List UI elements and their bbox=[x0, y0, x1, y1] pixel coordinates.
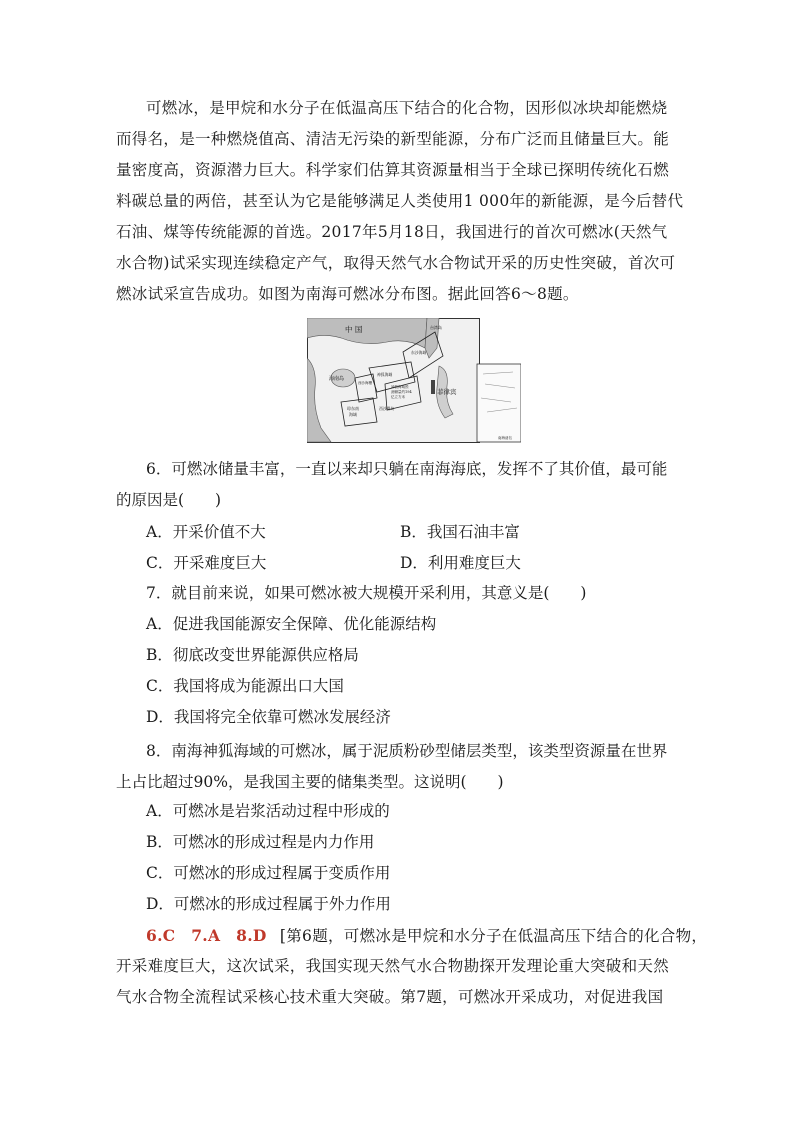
intro-passage bbox=[116, 93, 682, 310]
question-8-stem bbox=[116, 736, 667, 798]
map-label-shenhu-note: 神狐海域预 bbox=[391, 385, 409, 389]
answer-line: 气水合物全流程试采核心技术重大突破。第7题，可燃冰开采成功，对促进我国 bbox=[116, 988, 664, 1006]
answer-line bbox=[116, 920, 708, 951]
south-china-sea-map bbox=[307, 318, 521, 443]
map-label-hainan: 海南岛 bbox=[329, 376, 345, 382]
question-line: 上占比超过90%，是我国主要的储集类型。这说明( ) bbox=[116, 773, 504, 791]
question-7-stem: 7．就目前来说，如果可燃冰被大规模开采利用，其意义是( ) bbox=[146, 584, 587, 602]
intro-line: 可燃冰，是甲烷和水分子在低温高压下结合的化合物，因形似冰块却能燃烧 bbox=[146, 99, 668, 117]
intro-line: 料碳总量的两倍，甚至认为它是能够满足人类使用1 000年的新能源，是今后替代 bbox=[116, 192, 684, 210]
q7-option-c: C．我国将成为能源出口大国 bbox=[146, 677, 344, 695]
q7-option-d: D．我国将完全依靠可燃冰发展经济 bbox=[146, 708, 391, 726]
q6-option-b: B．我国石油丰富 bbox=[400, 523, 520, 541]
map-label-china: 中 国 bbox=[345, 325, 363, 334]
q8-option-b: B．可燃冰的形成过程是内力作用 bbox=[146, 833, 375, 851]
map-label-xisha-trough: 西沙海槽 bbox=[358, 381, 372, 385]
q7-option-a: A．促进我国能源安全保障、优化能源结构 bbox=[146, 615, 437, 633]
question-6-stem bbox=[116, 454, 667, 516]
intro-line: 量密度高，资源潜力巨大。科学家们估算其资源量相当于全球已探明传统化石燃 bbox=[116, 161, 670, 179]
q7-option-b: B．彻底改变世界能源供应格局 bbox=[146, 646, 359, 664]
map-label-qiongdongnan: 琼东南 bbox=[347, 406, 359, 411]
map-inset-caption: 南海诸岛 bbox=[498, 436, 512, 440]
question-line: 8．南海神狐海域的可燃冰，属于泥质粉砂型储层类型，该类型资源量在世界 bbox=[146, 742, 668, 760]
map-label-qiongdongnan: 海域 bbox=[349, 412, 357, 417]
answer-text: [第6题，可燃冰是甲烷和水分子在低温高压下结合的化合物， bbox=[279, 927, 708, 945]
map-label-taiwan: 台湾岛 bbox=[430, 325, 442, 330]
map-label-shenhu-note: 测储量约194 bbox=[391, 390, 412, 394]
q8-option-a: A．可燃冰是岩浆活动过程中形成的 bbox=[146, 802, 390, 820]
q6-option-c: C．开采难度巨大 bbox=[146, 554, 267, 572]
answer-explanation bbox=[116, 920, 708, 1013]
q8-option-d: D．可燃冰的形成过程属于外力作用 bbox=[146, 895, 391, 913]
q6-option-a: A．开采价值不大 bbox=[146, 523, 266, 541]
map-label-philippines: 菲律宾 bbox=[437, 388, 457, 396]
q8-option-c: C．可燃冰的形成过程属于变质作用 bbox=[146, 864, 391, 882]
map-label-xisha-islands: 西沙群岛 bbox=[379, 406, 395, 411]
intro-line: 而得名，是一种燃烧值高、清洁无污染的新型能源，分布广泛而且储量巨大。能 bbox=[116, 130, 670, 148]
answer-line: 开采难度巨大，这次试采，我国实现天然气水合物勘探开发理论重大突破和天然 bbox=[116, 957, 670, 975]
intro-line: 燃冰试采宣告成功。如图为南海可燃冰分布图。据此回答6～8题。 bbox=[116, 285, 579, 303]
map-label-dongsha: 东沙海域 bbox=[411, 350, 427, 355]
answer-key: 6.C 7.A 8.D bbox=[146, 926, 267, 945]
map-label-shenhu-note: 亿立方米 bbox=[391, 395, 405, 399]
question-line: 的原因是( ) bbox=[116, 491, 222, 509]
question-line: 6．可燃冰储量丰富，一直以来却只躺在南海海底，发挥不了其价值，最可能 bbox=[146, 460, 668, 478]
intro-line: 石油、煤等传统能源的首选。2017年5月18日，我国进行的首次可燃冰(天然气 bbox=[116, 223, 668, 241]
q6-option-d: D．利用难度巨大 bbox=[400, 554, 521, 572]
map-label-shenhu: 神狐海域 bbox=[377, 372, 393, 377]
intro-line: 水合物)试采实现连续稳定产气，取得天然气水合物试开采的历史性突破，首次可 bbox=[116, 254, 676, 272]
